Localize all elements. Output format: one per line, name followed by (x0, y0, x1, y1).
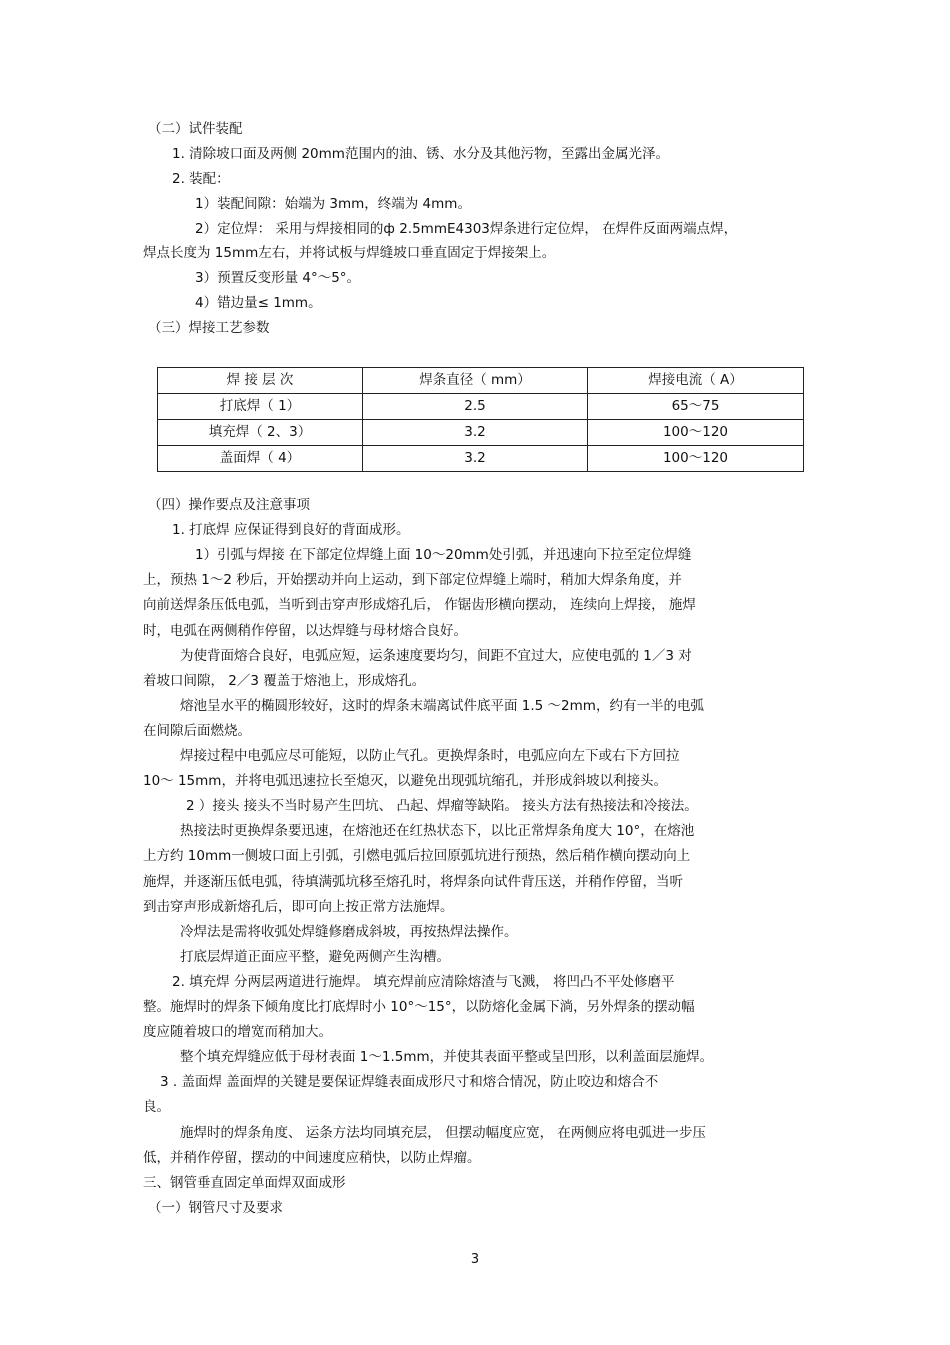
paragraph-line: 打底层焊道正面应平整，避免两侧产生沟槽。 (180, 949, 450, 965)
paragraph-line: 10～ 15mm，并将电弧迅速拉长至熄灭，以避免出现弧坑缩孔，并形成斜坡以利接头。 (143, 773, 667, 789)
table-header-cell: 焊接电流（ A） (588, 368, 804, 394)
paragraph-line: 上方约 10mm一侧坡口面上引弧，引燃电弧后拉回原弧坑进行预热，然后稍作横向摆动向上 (143, 848, 691, 864)
paragraph-line: 1. 打底焊 应保证得到良好的背面成形。 (172, 522, 410, 538)
table-cell: 3.2 (363, 420, 588, 446)
paragraph-line: 低，并稍作停留，摆动的中间速度应稍快，以防止焊瘤。 (143, 1150, 481, 1166)
paragraph-line: 施焊，并逐渐压低电弧，待填满弧坑移至熔孔时，将焊条向试件背压送，并稍作停留，当听 (143, 874, 683, 890)
paragraph-line: 2. 填充焊 分两层两道进行施焊。 填充焊前应清除熔渣与飞溅， 将凹凸不平处修磨平 (172, 974, 675, 990)
table-header-row (158, 368, 804, 394)
paragraph-line: 3 . 盖面焊 盖面焊的关键是要保证焊缝表面成形尺寸和熔合情况，防止咬边和熔合不 (160, 1074, 659, 1090)
paragraph-line: 2. 装配： (172, 171, 230, 187)
paragraph-line: 1）引弧与焊接 在下部定位焊缝上面 10～20mm处引弧，并迅速向下拉至定位焊缝 (195, 547, 692, 563)
paragraph-line: 良。 (143, 1099, 170, 1115)
paragraph-line: 度应随着坡口的增宽而稍加大。 (143, 1024, 332, 1040)
table-cell: 打底焊（ 1） (158, 394, 363, 420)
page-number: 3 (470, 1252, 480, 1267)
paragraph-line: 熔池呈水平的椭圆形较好，这时的焊条末端离试件底平面 1.5 ～2mm，约有一半的电弧 (180, 698, 704, 714)
paragraph-line: 1. 清除坡口面及两侧 20mm范围内的油、锈、水分及其他污物，至露出金属光泽。 (172, 146, 669, 162)
table-row (158, 394, 804, 420)
welding-parameter-table (157, 367, 804, 472)
paragraph-line: 上，预热 1～2 秒后，开始摆动并向上运动，到下部定位焊缝上端时，稍加大焊条角度，并 (143, 572, 682, 588)
paragraph-line: 焊接过程中电弧应尽可能短，以防止气孔。更换焊条时，电弧应向左下或右下方回拉 (180, 748, 680, 764)
table-cell: 100～120 (588, 446, 804, 472)
paragraph-line: 焊点长度为 15mm左右，并将试板与焊缝坡口垂直固定于焊接架上。 (143, 245, 556, 261)
table-cell: 2.5 (363, 394, 588, 420)
paragraph-line: 4）错边量≤ 1mm。 (195, 295, 322, 311)
paragraph-line: 1）装配间隙：始端为 3mm，终端为 4mm。 (195, 196, 471, 212)
paragraph-line: 冷焊法是需将收弧处焊缝修磨成斜坡，再按热焊法操作。 (180, 924, 518, 940)
paragraph-line: 2 ）接头 接头不当时易产生凹坑、 凸起、焊瘤等缺陷。 接头方法有热接法和冷接法。 (186, 798, 698, 814)
paragraph-line: 热接法时更换焊条要迅速，在熔池还在红热状态下，以比正常焊条角度大 10°，在熔池 (180, 823, 695, 839)
table-cell: 65～75 (588, 394, 804, 420)
paragraph-line: 到击穿声形成新熔孔后，即可向上按正常方法施焊。 (143, 899, 454, 915)
table-header-cell: 焊条直径（ mm） (363, 368, 588, 394)
table-cell: 100～120 (588, 420, 804, 446)
table-row (158, 420, 804, 446)
paragraph-line: 向前送焊条压低电弧，当听到击穿声形成熔孔后， 作锯齿形横向摆动， 连续向上焊接， 施焊 (143, 597, 696, 613)
paragraph-line: 整个填充焊缝应低于母材表面 1～1.5mm，并使其表面平整或呈凹形，以利盖面层施焊。 (180, 1049, 714, 1065)
section-heading-parameters: （三）焊接工艺参数 (148, 320, 270, 336)
paragraph-line: 着坡口间隙， 2／3 覆盖于熔池上，形成熔孔。 (143, 673, 426, 689)
section-heading-operation: （四）操作要点及注意事项 (148, 497, 310, 513)
paragraph-line: 时，电弧在两侧稍作停留，以达焊缝与母材熔合良好。 (143, 623, 467, 639)
table-row (158, 446, 804, 472)
paragraph-line: 整。施焊时的焊条下倾角度比打底焊时小 10°～15°，以防熔化金属下淌，另外焊条的摆动幅 (143, 999, 695, 1015)
section-heading-assembly: （二）试件装配 (148, 121, 243, 137)
table-header-cell: 焊 接 层 次 (158, 368, 363, 394)
paragraph-line: 为使背面熔合良好，电弧应短，运条速度要均匀，间距不宜过大，应使电弧的 1／3 对 (180, 648, 692, 664)
chapter-heading-steel-pipe: 三、钢管垂直固定单面焊双面成形 (143, 1175, 346, 1191)
table-cell: 3.2 (363, 446, 588, 472)
paragraph-line: 2）定位焊： 采用与焊接相同的ф 2.5mmE4303焊条进行定位焊， 在焊件反面两端点焊， (195, 221, 738, 237)
table-cell: 盖面焊（ 4） (158, 446, 363, 472)
paragraph-line: 3）预置反变形量 4°～5°。 (195, 270, 361, 286)
paragraph-line: 在间隙后面燃烧。 (143, 723, 251, 739)
section-heading-pipe-size: （一）钢管尺寸及要求 (148, 1200, 283, 1216)
paragraph-line: 施焊时的焊条角度、 运条方法均同填充层， 但摆动幅度应宽， 在两侧应将电弧进一步压 (180, 1125, 706, 1141)
table-cell: 填充焊（ 2、3） (158, 420, 363, 446)
